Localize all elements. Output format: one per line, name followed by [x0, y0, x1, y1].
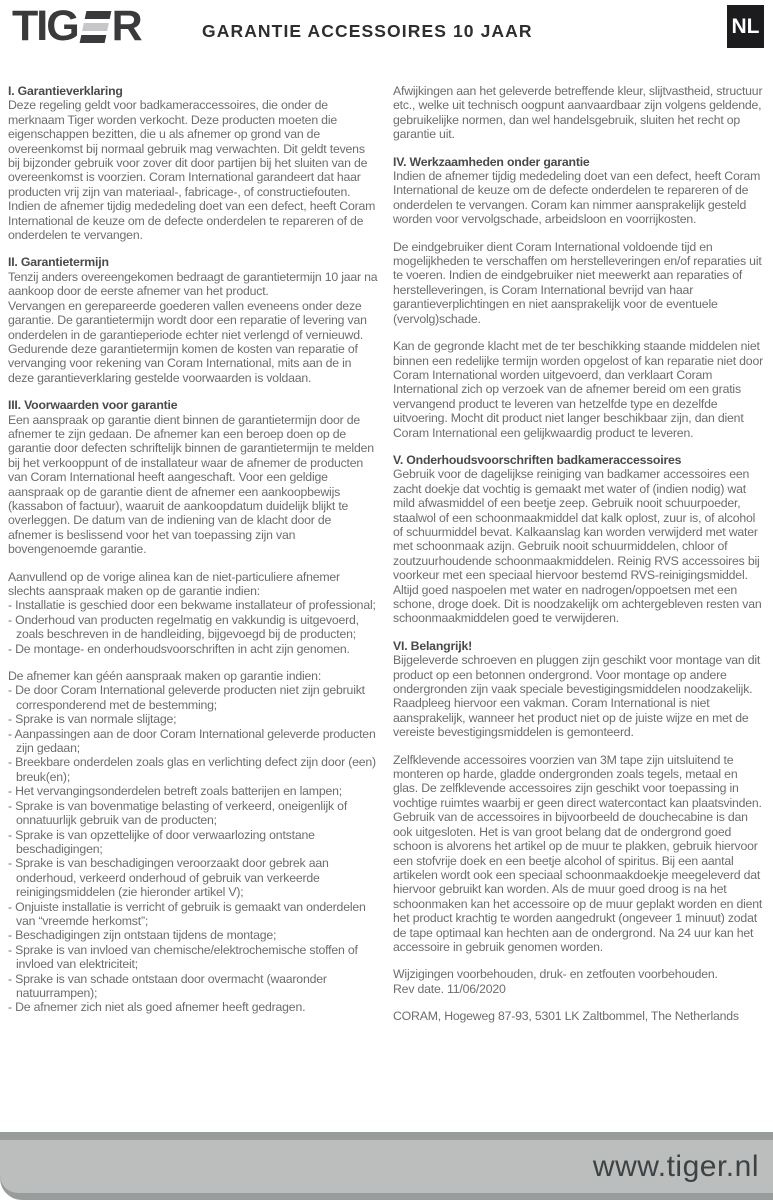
- page-title: GARANTIE ACCESSOIRES 10 JAAR: [202, 21, 533, 41]
- document-header: [0, 0, 773, 84]
- document-body: [0, 84, 773, 1037]
- logo-stylized-e-icon: [79, 11, 111, 43]
- list-item: - De afnemer zich niet als goed afnemer heeft gedragen.: [8, 1000, 378, 1014]
- list-item: - Sprake is van opzettelijke of door verwaarlozing ontstane beschadigingen;: [8, 828, 378, 857]
- right-column: [393, 84, 763, 1037]
- list-item: - Sprake is van invloed van chemische/elektrochemische stoffen of invloed van elektriciteit;: [8, 943, 378, 972]
- paragraph: De eindgebruiker dient Coram International voldoende tijd en mogelijkheden te verschaffen om herstelleveringen en/of reparaties uit te voeren. Indien de eindgebruiker niet meewerkt aan reparaties of herstelleveringen, is Coram International bevrijd van haar garantieverplichtingen en niet aansprakelijk voor de eventuele (vervolg)schade.: [393, 239, 762, 326]
- paragraph: Tenzij anders overeengekomen bedraagt de garantietermijn 10 jaar na aankoop door de eerste afnemer van het product.: [8, 269, 378, 299]
- list-item: - Beschadigingen zijn ontstaan tijdens de montage;: [8, 928, 378, 942]
- section-heading: I. Garantieverklaring: [8, 84, 123, 98]
- paragraph: Rev date. 11/06/2020: [393, 981, 506, 996]
- tiger-logo: [12, 2, 141, 50]
- paragraph: Gedurende deze garantietermijn komen de kosten van reparatie of vervanging voor rekening van Coram International, mits aan de in deze garantieverklaring gestelde voorwaarden is voldaan.: [8, 341, 358, 385]
- list-item: - Sprake is van beschadigingen veroorzaakt door gebrek aan onderhoud, verkeerd onderhoud of gebruik van verkeerde reinigingsmiddelen (zie hieronder artikel V);: [8, 856, 378, 899]
- list-item: - De door Coram International geleverde producten niet zijn gebruikt corresponderend met de bestemming;: [8, 683, 378, 712]
- paragraph: Bijgeleverde schroeven en pluggen zijn geschikt voor montage van dit product op een betonnen ondergrond. Voor montage op andere ondergronden zijn vaak speciale bevestigingsmiddelen noodzakelijk. Raadpleeg hiervoor een vakman. Coram International is niet aansprakelijk, wanneer het product niet op de juiste wijze en met de vereiste bevestigingsmiddelen is gemonteerd.: [393, 653, 761, 740]
- paragraph: Een aanspraak op garantie dient binnen de garantietermijn door de afnemer te zijn gedaan. De afnemer kan een beroep doen op de garantie door defecten schriftelijk binnen de garantietermijn te melden bij het verkooppunt of de installateur waar de afnemer de producten van Coram International heeft aangeschaft. Voor een geldige aanspraak op de garantie dient de afnemer een aankoopbewijs (kassabon of factuur), waaruit de aankoopdatum duidelijk blijkt te overleggen. De datum van de indiening van de klacht door de afnemer is beslissend voor het van toepassing zijn van bovengenoemde garantie.: [8, 412, 374, 557]
- left-column: [8, 84, 378, 1037]
- list-item: - Sprake is van bovenmatige belasting of verkeerd, oneigenlijk of onnatuurlijk gebruik van de producten;: [8, 799, 378, 828]
- list-item: - De montage- en onderhoudsvoorschriften in acht zijn genomen.: [8, 642, 378, 656]
- website-url: www.tiger.nl: [592, 1149, 759, 1183]
- paragraph: Zelfklevende accessoires voorzien van 3M tape zijn uitsluitend te monteren op harde, gladde ondergronden zoals tegels, metaal en glas. De zelfklevende accessoires zijn geschikt voor toepassing in vochtige ruimtes waarbij er geen direct watercontact kan plaatsvinden. Gebruik van de accessoires in bijvoorbeeld de douchecabine is dan ook uitgesloten. Het is van groot belang dat de ondergrond goed schoon is alvorens het artikel op de muur te plakken, gebruik hiervoor een stofvrije doek en een beetje alcohol of spiritus. Bij een aantal artikelen wordt ook een speciaal schoonmaakdoekje meegeleverd dat hiervoor gebruikt kan worden. Als de muur goed droog is na het schoonmaken kan het accessoire op de muur geplakt worden en dient het product krachtig te worden aangedrukt (ongeveer 1 minuut) zodat de tape optimaal kan hechten aan de ondergrond. Na 24 uur kan het accessoire in gebruik genomen worden.: [393, 752, 763, 954]
- section-heading: VI. Belangrijk!: [393, 638, 473, 653]
- logo-bar-middle: [82, 23, 109, 31]
- list-item: - Aanpassingen aan de door Coram International geleverde producten zijn gedaan;: [8, 727, 378, 756]
- list-item: - Sprake is van normale slijtage;: [8, 712, 378, 726]
- logo-bar-bottom: [79, 35, 106, 43]
- paragraph: Kan de gegronde klacht met de ter beschikking staande middelen niet binnen een redelijke termijn worden opgelost of kan reparatie niet door Coram International worden uitgevoerd, dan verklaart Coram International zich op verzoek van de afnemer bereid om een gratis vervangend product te leveren van hetzelfde type en dezelfde uitvoering. Mocht dit product niet langer beschikbaar zijn, dan dient Coram International een gelijkwaardig product te leveren.: [393, 339, 763, 440]
- bullet-list: [8, 598, 378, 656]
- logo-text-right: R: [111, 2, 141, 50]
- paragraph: CORAM, Hogeweg 87-93, 5301 LK Zaltbommel, The Netherlands: [393, 1009, 739, 1024]
- paragraph: Afwijkingen aan het geleverde betreffende kleur, slijtvastheid, structuur etc., welke uit technisch oogpunt aanvaardbaar zijn volgens geldende, gebruikelijke normen, dan wel handelsgebruik, sluiten het recht op garantie uit.: [393, 84, 763, 142]
- list-item: - Het vervangingsonderdelen betreft zoals batterijen en lampen;: [8, 784, 378, 798]
- list-item: - Onderhoud van producten regelmatig en vakkundig is uitgevoerd, zoals beschreven in de handleiding, bijgevoegd bij de producten;: [8, 613, 378, 642]
- paragraph: Vervangen en gerepareerde goederen vallen eveneens onder deze garantie. De garantietermijn wordt door een reparatie of levering van onderdelen in de garantieperiode echter niet verlengd of vernieuwd.: [8, 298, 367, 342]
- bullet-list: [8, 683, 378, 1014]
- paragraph: Wijzigingen voorbehouden, druk- en zetfouten voorbehouden.: [393, 967, 718, 982]
- list-item: - Installatie is geschied door een bekwame installateur of professional;: [8, 598, 378, 612]
- section-heading: IV. Werkzaamheden onder garantie: [393, 154, 590, 169]
- list-item: - Sprake is van schade ontstaan door overmacht (waaronder natuurrampen);: [8, 972, 378, 1001]
- list-item: - Breekbare onderdelen zoals glas en verlichting defect zijn door (een) breuk(en);: [8, 755, 378, 784]
- paragraph: De afnemer kan géén aanspraak maken op garantie indien:: [8, 669, 322, 684]
- footer-inner-bar: [0, 1140, 773, 1193]
- paragraph: Indien de afnemer tijdig mededeling doet van een defect, heeft Coram International de keuze om de defecte onderdelen te repareren of de onderdelen te vervangen. Coram kan nimmer aansprakelijk gesteld worden voor vervolgschade, arbeidsloon en voorrijkosten.: [393, 169, 761, 227]
- paragraph: Deze regeling geldt voor badkameraccessoires, die onder de merknaam Tiger worden verkocht. Deze producten moeten die eigenschappen bezitten, die u als afnemer op grond van de overeenkomst bij normaal gebruik mag verwachten. Dit geldt tevens bij bijzonder gebruik voor zover dit door partijen bij het sluiten van de overeenkomst is voorzien. Coram International garandeert dat haar producten vrij zijn van materiaal-, fabricage-, of constructiefouten. Indien de afnemer tijdig mededeling doet van een defect, heeft Coram International de keuze om de defecte onderdelen te repareren of de onderdelen te vervangen.: [8, 98, 376, 243]
- section-heading: III. Voorwaarden voor garantie: [8, 398, 178, 413]
- language-badge: NL: [727, 5, 764, 48]
- paragraph: Aanvullend op de vorige alinea kan de niet-particuliere afnemer slechts aanspraak maken op de garantie indien:: [8, 569, 340, 598]
- footer-bar: [0, 1132, 773, 1200]
- logo-bar-top: [84, 11, 111, 19]
- logo-text-left: TIG: [12, 2, 78, 50]
- paragraph: Gebruik voor de dagelijkse reiniging van badkamer accessoires een zacht doekje dat vochtig is gemaakt met water of (indien nodig) wat mild afwasmiddel of een beetje zeep. Gebruik nooit schuurpoeder, staalwol of een schoonmaakmiddel dat kalk oplost, zuur is, of alcohol of schuurmiddel bevat. Kalkaanslag kan worden verwijderd met water met schoonmaak azijn. Gebruik nooit schuurmiddelen, chloor of zoutzuurhoudende schoonmaakmiddelen. Reinig RVS accessoires bij voorkeur met een speciaal hiervoor bestemd RVS-reinigingsmiddel. Altijd goed naspoelen met water en nadrogen/oppoetsen met een schone, droge doek. Dit is noodzakelijk om achtergebleven resten van schoonmaakmiddelen goed te verwijderen.: [393, 467, 762, 626]
- section-heading: V. Onderhoudsvoorschriften badkameraccessoires: [393, 452, 682, 467]
- list-item: - Onjuiste installatie is verricht of gebruik is gemaakt van onderdelen van “vreemde herkomst”;: [8, 900, 378, 929]
- section-heading: II. Garantietermijn: [8, 255, 109, 270]
